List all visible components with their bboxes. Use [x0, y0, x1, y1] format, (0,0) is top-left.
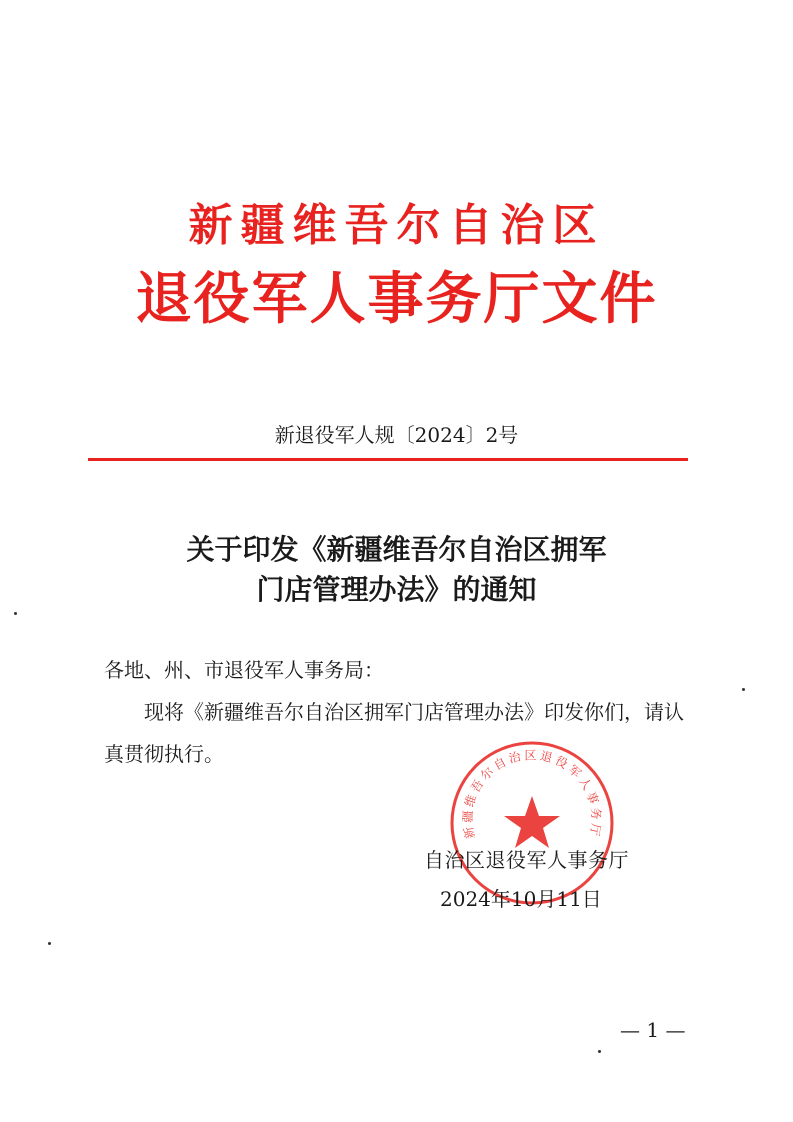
- signature-date: 2024年10月11日: [440, 887, 602, 911]
- scan-speck: [14, 612, 17, 615]
- svg-text:新疆维吾尔自治区退役军人事务厅: 新疆维吾尔自治区退役军人事务厅: [460, 748, 604, 840]
- red-separator-line: [88, 458, 688, 461]
- document-number: 新退役军人规〔2024〕2号: [274, 423, 519, 447]
- official-seal-icon: [447, 738, 617, 908]
- document-title: [0, 530, 793, 610]
- title-line-2: 门店管理办法》的通知: [256, 573, 537, 606]
- scan-speck: [48, 942, 51, 945]
- body-paragraph: 现将《新疆维吾尔自治区拥军门店管理办法》印发你们，请认真贯彻执行。: [104, 700, 684, 766]
- scan-speck: [742, 688, 745, 691]
- title-line-1: 关于印发《新疆维吾尔自治区拥军: [186, 533, 607, 566]
- page-number: — 1 —: [620, 1018, 686, 1042]
- issuing-org-line2: 退役军人事务厅文件: [135, 266, 658, 332]
- issuing-org-line1: 新疆维吾尔自治区: [188, 200, 605, 251]
- signature-organization: 自治区退役军人事务厅: [424, 848, 629, 872]
- recipient-line: 各地、州、市退役军人事务局：: [104, 658, 384, 682]
- scan-speck: [598, 1050, 601, 1053]
